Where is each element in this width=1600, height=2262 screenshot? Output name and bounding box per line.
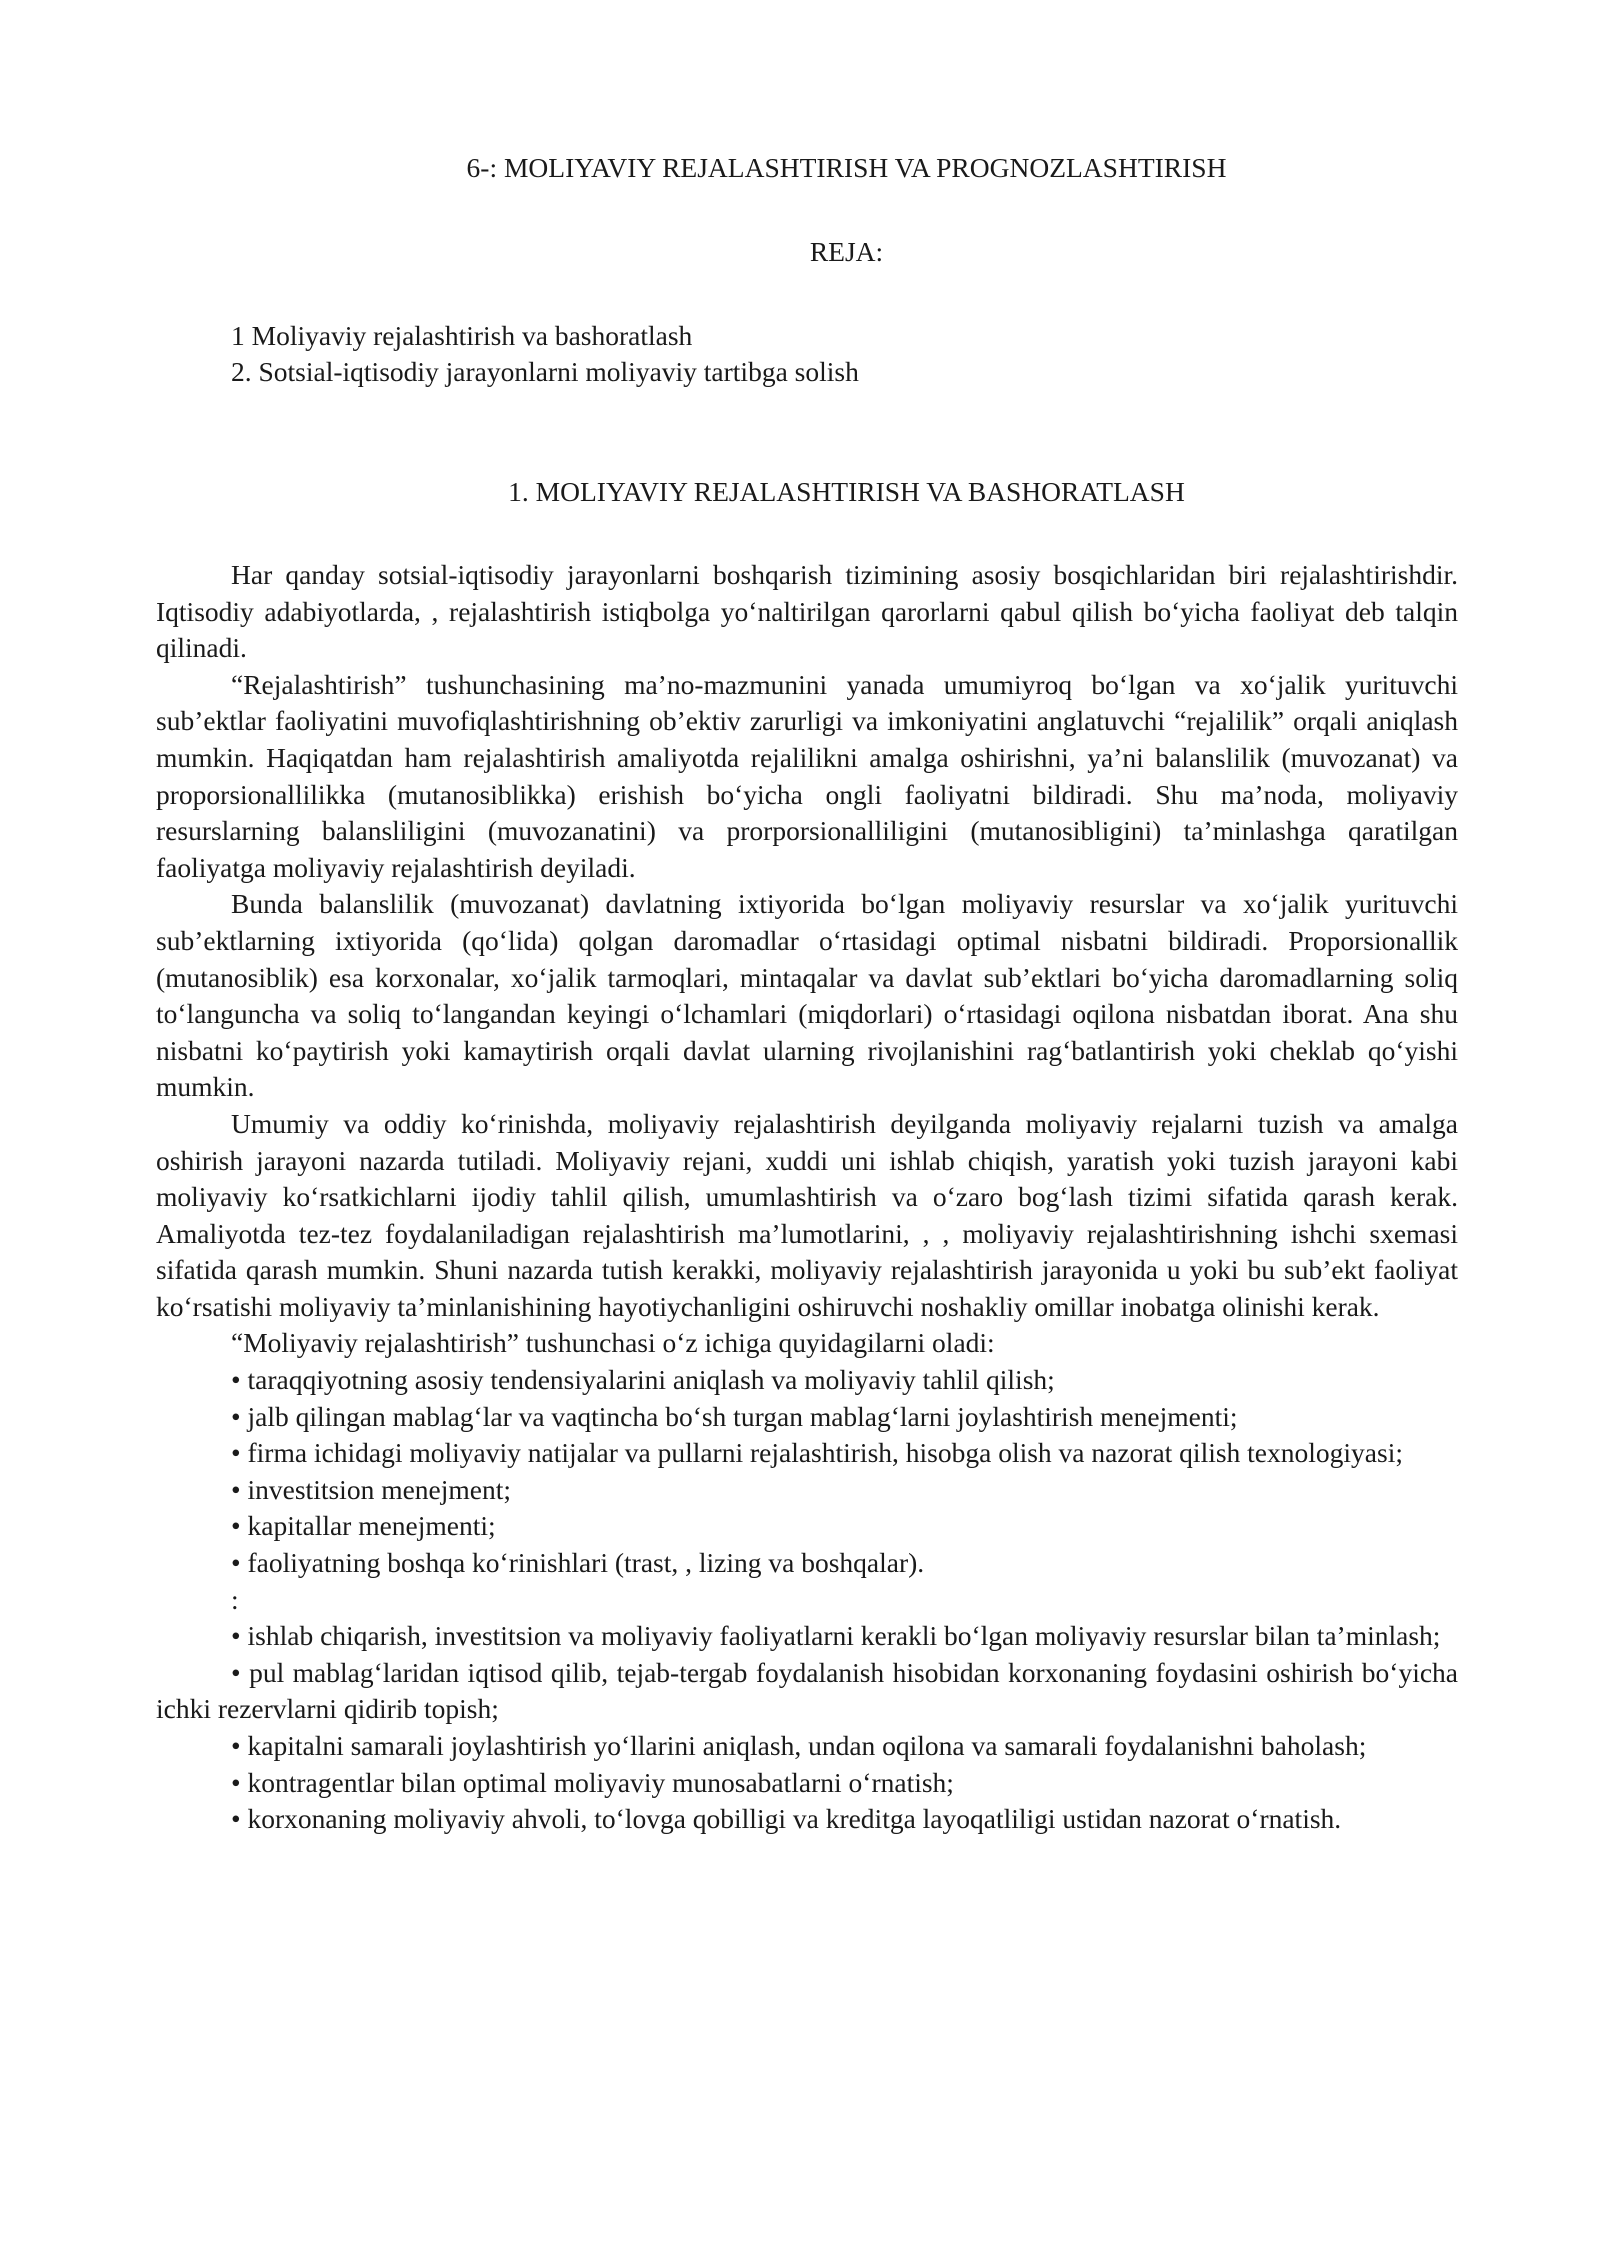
bullet-item: • pul mablag‘laridan iqtisod qilib, tejab-tergab foydalanish hisobidan korxonaning foydasini oshirish bo‘yicha ichki rezervlarni qidirib topish; <box>156 1656 1458 1725</box>
bullet-item: • investitsion menejment; <box>231 1473 512 1505</box>
document-body <box>156 557 1458 1838</box>
plan-item: 2. Sotsial-iqtisodiy jarayonlarni moliyaviy tartibga solish <box>231 356 859 387</box>
paragraph: “Rejalashtirish” tushunchasining ma’no-mazmunini yanada umumiyroq bo‘lgan va xo‘jalik yurituvchi sub’ektlar faoliyatini muvofiqlashtirishning ob’ektiv zarurligi va imkoniyatini anglatuvchi “rejalilik” orqali aniqlash mumkin. Haqiqatdan ham rejalashtirish amaliyotda rejalilikni amalga oshirishni, ya’ni balanslilik (muvozanat) va proporsionallilikka (mutanosiblikka) erishish bo‘yicha ongli faoliyatni bildiradi. Shu ma’noda, moliyaviy resurslarning balansliligini (muvozanatini) va prorporsionalliligini (mutanosibligini) ta’minlashga qaratilgan faoliyatga moliyaviy rejalashtirish deyiladi. <box>156 668 1458 883</box>
bullet-item: • ishlab chiqarish, investitsion va moliyaviy faoliyatlarni kerakli bo‘lgan moliyaviy resurslar bilan ta’minlash; <box>231 1620 1441 1652</box>
bullet-item: • kapitalni samarali joylashtirish yo‘llarini aniqlash, undan oqilona va samarali foydalanishni baholash; <box>231 1730 1367 1761</box>
document-title: 6-: MOLIYAVIY REJALASHTIRISH VA PROGNOZLASHTIRISH <box>466 152 1227 183</box>
bullet-item: • faoliyatning boshqa ko‘rinishlari (trast, , lizing va boshqalar). <box>231 1547 925 1579</box>
paragraph: “Moliyaviy rejalashtirish” tushunchasi o‘z ichiga quyidagilarni oladi: <box>231 1327 995 1359</box>
plan-heading: REJA: <box>809 236 884 267</box>
plan-list <box>231 318 859 390</box>
bullet-item: • kontragentlar bilan optimal moliyaviy munosabatlarni o‘rnatish; <box>231 1766 954 1798</box>
bullet-item: • kapitallar menejmenti; <box>231 1510 496 1542</box>
bullet-item: • taraqqiyotning asosiy tendensiyalarini aniqlash va moliyaviy tahlil qilish; <box>231 1364 1055 1396</box>
section-title: 1. MOLIYAVIY REJALASHTIRISH VA BASHORATLASH <box>508 476 1185 507</box>
paragraph: Har qanday sotsial-iqtisodiy jarayonlarni boshqarish tizimining asosiy bosqichlaridan biri rejalashtirishdir. Iqtisodiy adabiyotlarda, , rejalashtirish istiqbolga yo‘naltirilgan qarorlarni qabul qilish bo‘yicha faoliyat deb talqin qilinadi. <box>156 559 1458 664</box>
paragraph: Umumiy va oddiy ko‘rinishda, moliyaviy rejalashtirish deyilganda moliyaviy rejalarni tuzish va amalga oshirish jarayoni nazarda tutiladi. Moliyaviy rejani, xuddi uni ishlab chiqish, yaratish yoki tuzish jarayoni kabi moliyaviy ko‘rsatkichlarni ijodiy tahlil qilish, umumlashtirish va o‘zaro bog‘lash tizimi sifatida qarash kerak. Amaliyotda tez-tez foydalaniladigan rejalashtirish ma’lumotlarini, , , moliyaviy rejalashtirishning ishchi sxemasi sifatida qarash mumkin. Shuni nazarda tutish kerakki, moliyaviy rejalashtirish jarayonida u yoki bu sub’ekt faoliyat ko‘rsatishi moliyaviy ta’minlanishining hayotiychanligini oshiruvchi noshakliy omillar inobatga olinishi kerak. <box>156 1107 1458 1322</box>
bullet-item: • jalb qilingan mablag‘lar va vaqtincha bo‘sh turgan mablag‘larni joylashtirish menejmenti; <box>231 1400 1238 1432</box>
paragraph: : <box>231 1583 239 1615</box>
bullet-item: • korxonaning moliyaviy ahvoli, to‘lovga qobilligi va kreditga layoqatliligi ustidan nazorat o‘rnatish. <box>231 1803 1342 1835</box>
bullet-item: • firma ichidagi moliyaviy natijalar va pullarni rejalashtirish, hisobga olish va nazorat qilish texnologiyasi; <box>231 1437 1403 1469</box>
plan-item: 1 Moliyaviy rejalashtirish va bashoratlash <box>231 320 693 351</box>
paragraph: Bunda balanslilik (muvozanat) davlatning ixtiyorida bo‘lgan moliyaviy resurslar va xo‘jalik yurituvchi sub’ektlarning ixtiyorida (qo‘lida) qolgan daromadlar o‘rtasidagi optimal nisbatni bildiradi. Proporsionallik (mutanosiblik) esa korxonalar, xo‘jalik tarmoqlari, mintaqalar va davlat sub’ektlari bo‘yicha daromadlarning soliq to‘languncha va soliq to‘langandan keyingi o‘lchamlari (miqdorlari) o‘rtasidagi oqilona nisbatdan iborat. Ana shu nisbatni ko‘paytirish yoki kamaytirish orqali davlat ularning rivojlanishini rag‘batlantirish yoki cheklab qo‘yishi mumkin. <box>156 888 1458 1103</box>
